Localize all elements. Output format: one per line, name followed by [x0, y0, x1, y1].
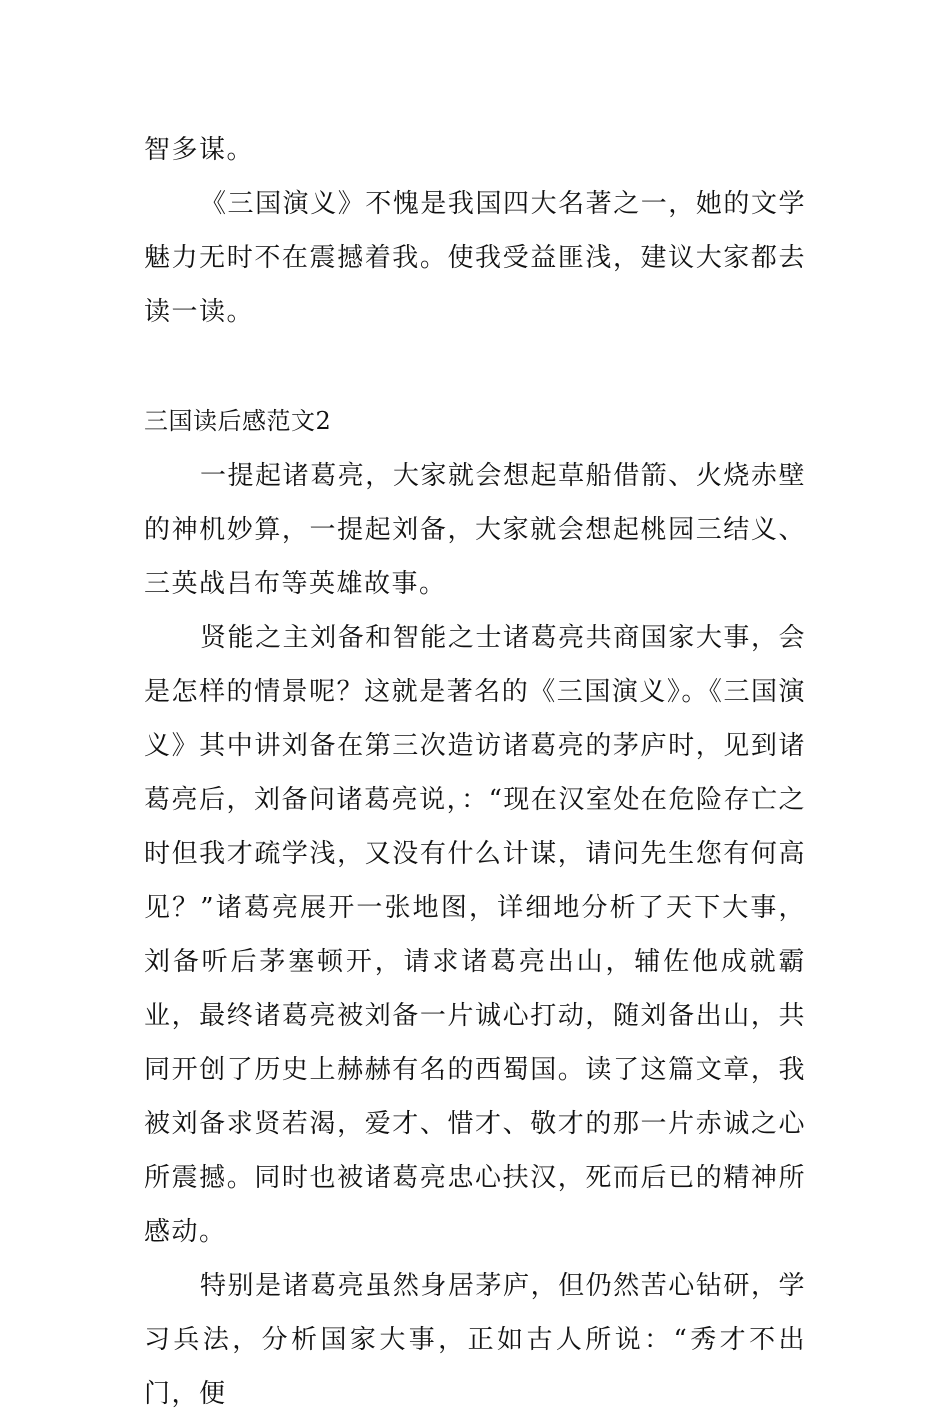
paragraph-intro: 一提起诸葛亮，大家就会想起草船借箭、火烧赤壁的神机妙算，一提起刘备，大家就会想起桃园三结义、三英战吕布等英雄故事。	[144, 461, 806, 599]
paragraph-continuation: 智多谋。	[144, 135, 255, 165]
section-heading: 三国读后感范文2	[144, 407, 332, 435]
paragraph-main: 贤能之主刘备和智能之士诸葛亮共商国家大事，会是怎样的情景呢？这就是著名的《三国演义》。《三国演义》其中讲刘备在第三次造访诸葛亮的茅庐时，见到诸葛亮后，刘备问诸葛亮说，：“现在汉室处在危险存亡之时但我才疏学浅，又没有什么计谋，请问先生您有何高见？”诸葛亮展开一张地图，详细地分析了天下大事，刘备听后茅塞顿开，请求诸葛亮出山，辅佐他成就霸业，最终诸葛亮被刘备一片诚心打动，随刘备出山，共同开创了历史上赫赫有名的西蜀国。读了这篇文章，我被刘备求贤若渴，爱才、惜才、敬才的那一片赤诚之心所震撼。同时也被诸葛亮忠心扶汉，死而后已的精神所感动。	[144, 623, 806, 1247]
paragraph-continued: 特别是诸葛亮虽然身居茅庐，但仍然苦心钻研，学习兵法，分析国家大事，正如古人所说：“秀才不出门，便	[144, 1271, 806, 1409]
document-body	[144, 123, 806, 1421]
paragraph-conclusion: 《三国演义》不愧是我国四大名著之一，她的文学魅力无时不在震撼着我。使我受益匪浅，建议大家都去读一读。	[144, 189, 806, 327]
